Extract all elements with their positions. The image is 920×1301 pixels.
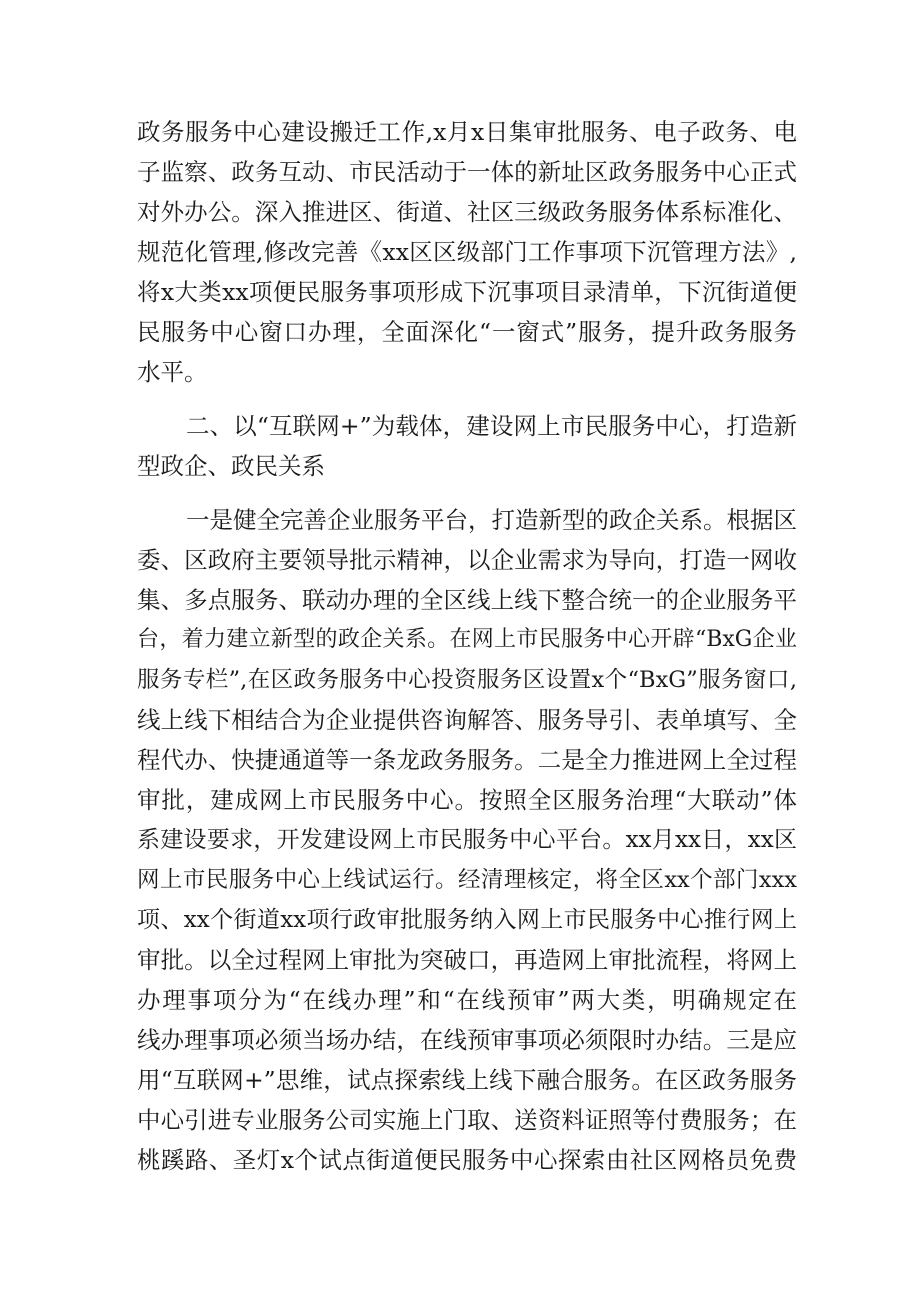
text-line: 网上市民服务中心上线试运行。经清理核定，将全区xx个部门xxx xyxy=(137,867,797,893)
text-line: 水平。 xyxy=(137,358,208,386)
text-line: 子监察、政务互动、市民活动于一体的新址区政务服务中心正式 xyxy=(137,158,797,186)
text-line: 系建设要求，开发建设网上市民服务中心平台。xx月xx日，xx区 xyxy=(137,827,797,853)
text-line: 线办理事项必须当场办结，在线预审事项必须限时办结。三是应 xyxy=(137,1026,797,1054)
text-line: 集、多点服务、联动办理的全区线上线下整合统一的企业服务平 xyxy=(137,586,797,614)
text-line: 中心引进专业服务公司实施上门取、送资料证照等付费服务；在 xyxy=(137,1106,797,1134)
text-line: 台，着力建立新型的政企关系。在网上市民服务中心开辟“BxG企业 xyxy=(137,627,797,652)
text-line: 对外办公。深入推进区、街道、社区三级政务服务体系标准化、 xyxy=(137,198,797,226)
text-line: 将x大类xx项便民服务事项形成下沉事项目录清单，下沉街道便 xyxy=(137,278,797,306)
text-line: 政务服务中心建设搬迁工作,x月x日集审批服务、电子政务、电 xyxy=(137,118,797,146)
text-line: 审批。以全过程网上审批为突破口，再造网上审批流程，将网上 xyxy=(137,946,797,974)
text-line: 审批，建成网上市民服务中心。按照全区服务治理“大联动”体 xyxy=(137,786,797,814)
text-line: 办理事项分为“在线办理”和“在线预审”两大类，明确规定在 xyxy=(137,986,797,1014)
text-line: 项、xx个街道xx项行政审批服务纳入网上市民服务中心推行网上 xyxy=(137,907,797,933)
text-line: 规范化管理,修改完善《xx区区级部门工作事项下沉管理方法》, xyxy=(137,238,797,266)
text-line: 民服务中心窗口办理，全面深化“一窗式”服务，提升政务服务 xyxy=(137,318,797,346)
text-line: 用“互联网+”思维，试点探索线上线下融合服务。在区政务服务 xyxy=(137,1066,797,1094)
section-heading-line: 型政企、政民关系 xyxy=(137,452,325,480)
text-line: 桃蹊路、圣灯x个试点街道便民服务中心探索由社区网格员免费 xyxy=(137,1146,797,1174)
text-line: 一是健全完善企业服务平台，打造新型的政企关系。根据区 xyxy=(186,506,797,534)
text-line: 服务专栏”,在区政务服务中心投资服务区设置x个“BxG”服务窗口, xyxy=(137,667,797,693)
text-line: 程代办、快捷通道等一条龙政务服务。二是全力推进网上全过程 xyxy=(137,746,797,774)
text-line: 线上线下相结合为企业提供咨询解答、服务导引、表单填写、全 xyxy=(137,706,797,734)
text-line: 委、区政府主要领导批示精神，以企业需求为导向，打造一网收 xyxy=(137,546,797,574)
section-heading-line: 二、以“互联网+”为载体，建设网上市民服务中心，打造新 xyxy=(186,412,797,440)
